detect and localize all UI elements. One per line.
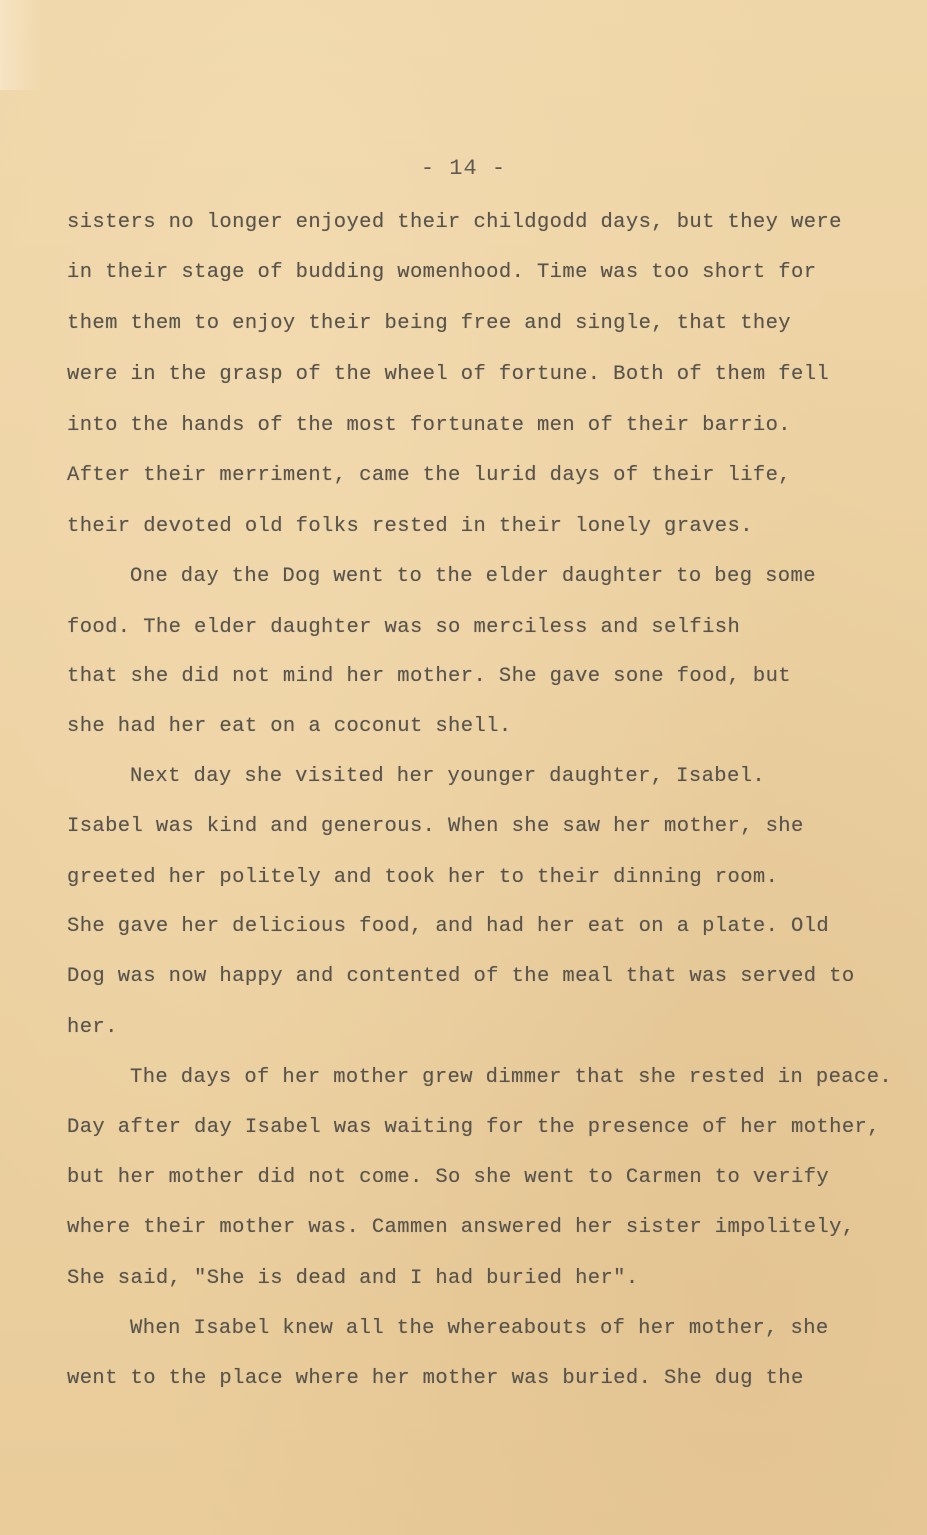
text-line: One day the Dog went to the elder daughter to beg some [130, 565, 816, 588]
text-line: Dog was now happy and contented of the meal that was served to [67, 965, 855, 988]
text-line: their devoted old folks rested in their lonely graves. [67, 515, 753, 538]
text-line: into the hands of the most fortunate men of their barrio. [67, 414, 792, 437]
text-line: she had her eat on a coconut shell. [67, 715, 512, 738]
text-line: Isabel was kind and generous. When she saw her mother, she [67, 815, 804, 838]
text-line: in their stage of budding womenhood. Time was too short for [67, 261, 817, 284]
text-line: but her mother did not come. So she went to Carmen to verify [67, 1166, 830, 1189]
text-line: where their mother was. Cammen answered her sister impolitely, [67, 1216, 855, 1239]
text-line: Next day she visited her younger daughter, Isabel. [130, 765, 766, 788]
text-line: were in the grasp of the wheel of fortune. Both of them fell [67, 363, 830, 386]
text-line: them them to enjoy their being free and single, that they [67, 312, 792, 335]
text-line: food. The elder daughter was so merciless and selfish [67, 616, 741, 639]
text-line: When Isabel knew all the whereabouts of her mother, she [130, 1317, 829, 1340]
text-line: sisters no longer enjoyed their childgodd days, but they were [67, 211, 842, 234]
text-line: After their merriment, came the lurid days of their life, [67, 464, 792, 487]
text-line: Day after day Isabel was waiting for the presence of her mother, [67, 1116, 880, 1139]
text-line: She gave her delicious food, and had her eat on a plate. Old [67, 915, 830, 938]
text-line: that she did not mind her mother. She gave sone food, but [67, 665, 792, 688]
page-number: - 14 - [420, 156, 507, 181]
text-line: greeted her politely and took her to their dinning room. [67, 866, 779, 889]
text-line: The days of her mother grew dimmer that she rested in peace. [130, 1066, 893, 1089]
text-line: went to the place where her mother was buried. She dug the [67, 1367, 804, 1390]
text-line: her. [67, 1016, 118, 1039]
text-line: She said, "She is dead and I had buried her". [67, 1267, 639, 1290]
paper-edge-mark [0, 0, 42, 90]
